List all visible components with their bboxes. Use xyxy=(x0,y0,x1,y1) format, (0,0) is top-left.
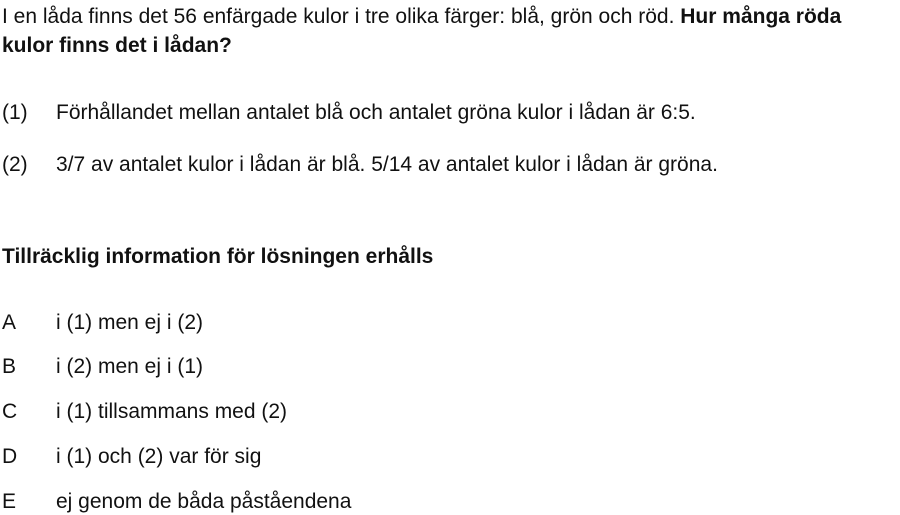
statement-text: 3/7 av antalet kulor i lådan är blå. 5/14 av antalet kulor i lådan är gröna. xyxy=(56,153,718,176)
option-text: i (1) men ej i (2) xyxy=(56,311,204,334)
answer-heading: Tillräcklig information för lösningen erhålls xyxy=(2,245,434,268)
statement-text: Förhållandet mellan antalet blå och antalet gröna kulor i lådan är 6:5. xyxy=(56,101,696,124)
statement-2 xyxy=(2,152,718,178)
question-intro: I en låda finns det 56 enfärgade kulor i tre olika färger: blå, grön och röd. xyxy=(2,5,675,28)
option-text: i (1) tillsammans med (2) xyxy=(56,400,288,423)
option-text: i (1) och (2) var för sig xyxy=(56,445,262,468)
statement-number: (1) xyxy=(2,101,28,124)
option-letter: E xyxy=(2,490,17,513)
statement-1 xyxy=(2,100,696,126)
option-letter: D xyxy=(2,445,18,468)
option-letter: B xyxy=(2,355,17,378)
statement-number: (2) xyxy=(2,153,28,176)
option-e[interactable] xyxy=(2,489,351,515)
option-text: i (2) men ej i (1) xyxy=(56,355,204,378)
question-text xyxy=(2,2,898,60)
option-b[interactable] xyxy=(2,354,203,380)
option-letter: C xyxy=(2,400,18,423)
option-letter: A xyxy=(2,311,17,334)
question-ask: Hur många röda kulor finns det i lådan? xyxy=(2,5,842,57)
option-text: ej genom de båda påståendena xyxy=(56,490,352,513)
option-c[interactable] xyxy=(2,399,287,425)
option-d[interactable] xyxy=(2,444,261,470)
option-a[interactable] xyxy=(2,310,203,336)
